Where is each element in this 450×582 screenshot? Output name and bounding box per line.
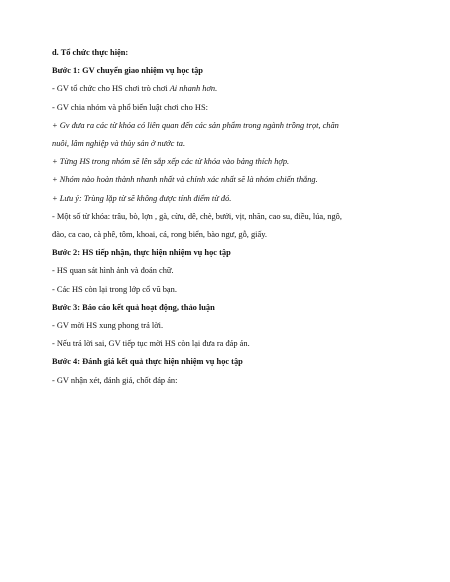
rule3: + Nhóm nào hoàn thành nhanh nhất và chính xác nhất sẽ là nhóm chiến thắng.: [52, 175, 318, 185]
keywords-line-a: - Một số từ khóa: trâu, bò, lợn , gà, cừu, dê, chè, bưởi, vịt, nhãn, cao su, điều, lúa, ngô,: [52, 211, 342, 221]
rule1-line-b: nuôi, lâm nghiệp và thủy sản ở nước ta.: [52, 139, 186, 149]
rule4: + Lưu ý: Trùng lặp từ sẽ không được tính điểm từ đó.: [52, 193, 232, 203]
step1-line1-prefix: - GV tổ chức cho HS chơi trò chơi: [52, 84, 170, 94]
step3-line1: - GV mời HS xung phong trả lời.: [52, 321, 164, 331]
step2-title: Bước 2: HS tiếp nhận, thực hiện nhiệm vụ học tập: [52, 248, 231, 258]
step2-line2: - Các HS còn lại trong lớp cổ vũ bạn.: [52, 284, 177, 294]
rule2: + Từng HS trong nhóm sẽ lên sắp xếp các từ khóa vào bảng thích hợp.: [52, 157, 290, 167]
step1-title: Bước 1: GV chuyển giao nhiệm vụ học tập: [52, 66, 203, 76]
step3-line2: - Nếu trả lời sai, GV tiếp tục mời HS còn lại đưa ra đáp án.: [52, 339, 250, 349]
rule1-line-a: + Gv đưa ra các từ khóa có liên quan đến các sản phẩm trong ngành trồng trọt, chăn: [52, 120, 339, 130]
step3-title: Bước 3: Báo cáo kết quả hoạt động, thảo luận: [52, 302, 215, 312]
step4-title: Bước 4: Đánh giá kết quả thực hiện nhiệm vụ học tập: [52, 357, 243, 367]
step4-line1: - GV nhận xét, đánh giá, chốt đáp án:: [52, 375, 178, 385]
keywords-line-b: đào, ca cao, cà phê, tôm, khoai, cá, rong biển, bào ngư, gỗ, giấy.: [52, 230, 267, 240]
step1-line2: - GV chia nhóm và phổ biến luật chơi cho HS:: [52, 102, 208, 112]
document-page: [52, 44, 402, 390]
step1-line1: [52, 80, 402, 98]
step2-line1: - HS quan sát hình ảnh và đoán chữ.: [52, 266, 174, 276]
section-title: d. Tổ chức thực hiện:: [52, 48, 129, 57]
game-name: Ai nhanh hơn.: [169, 84, 218, 94]
